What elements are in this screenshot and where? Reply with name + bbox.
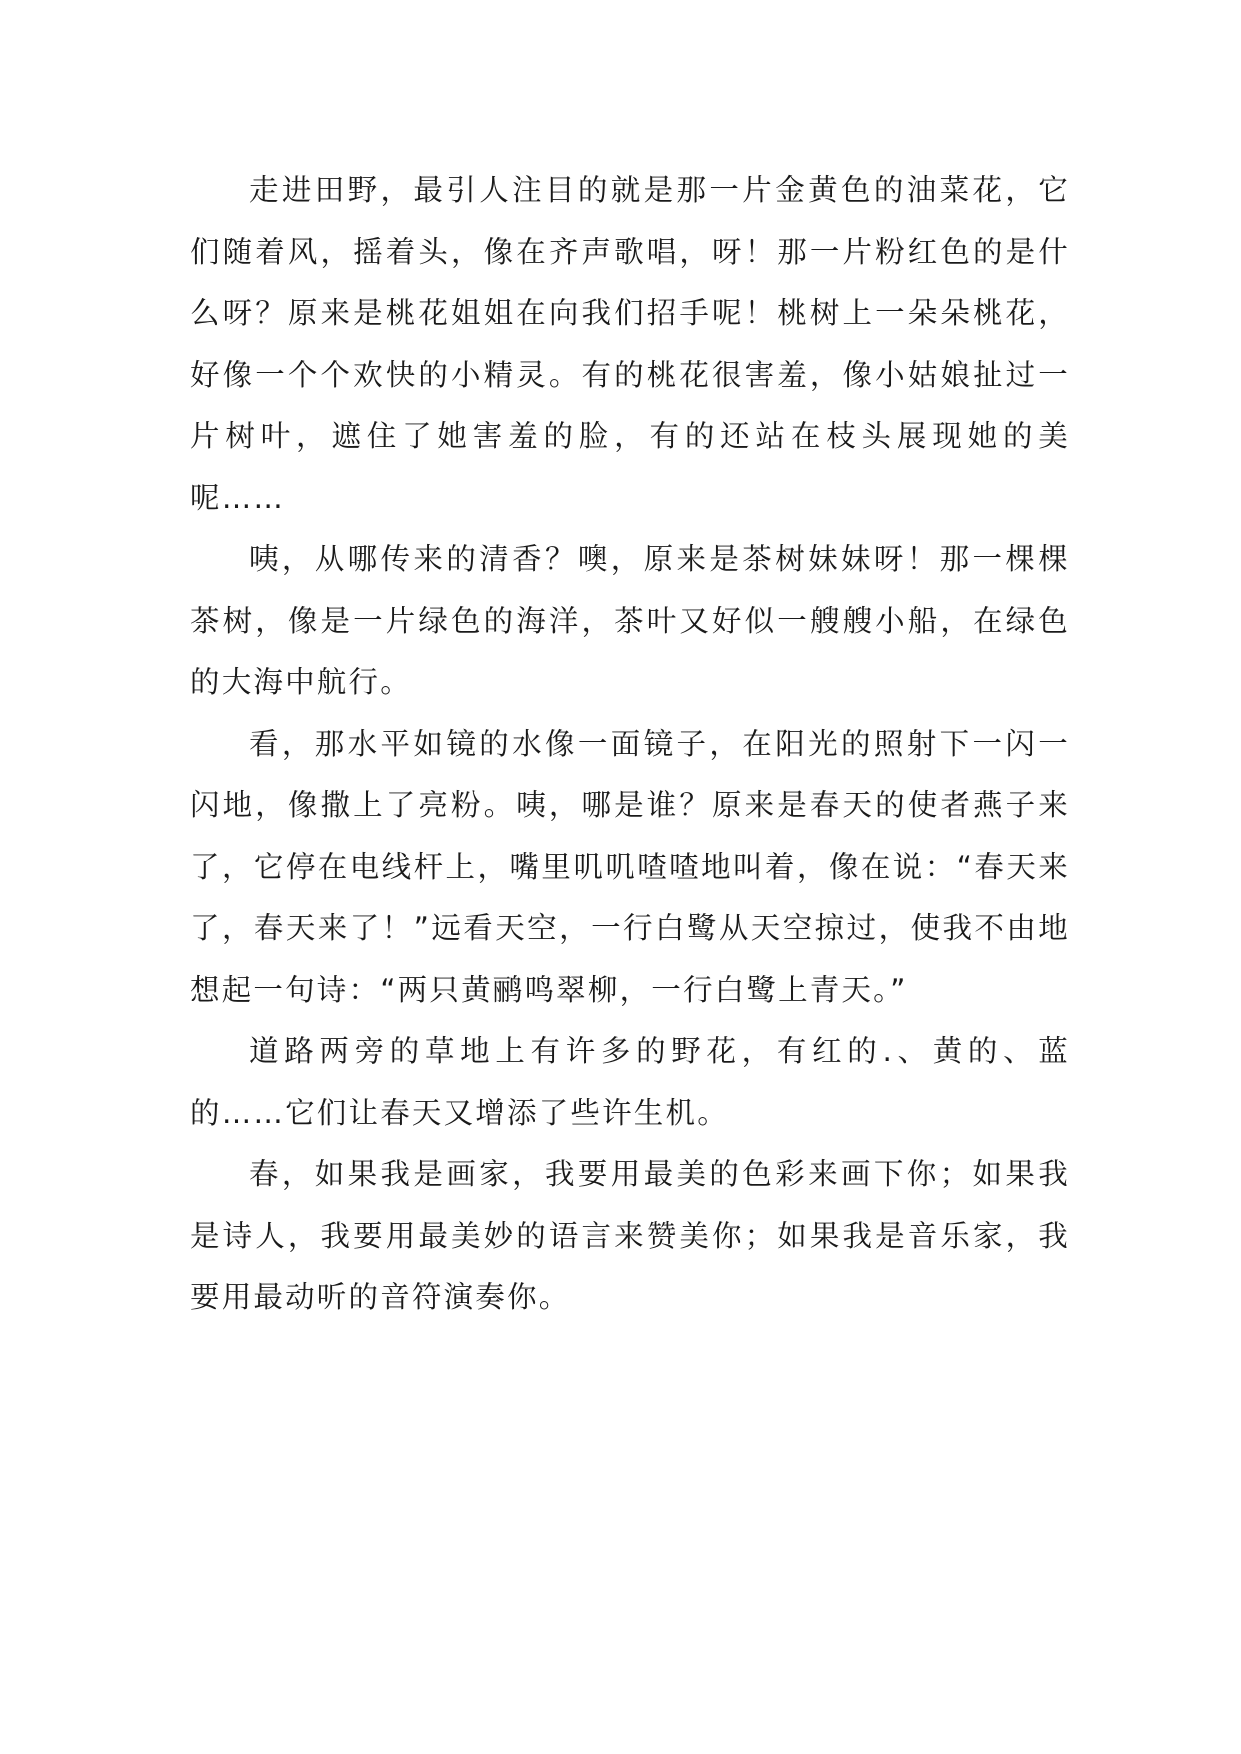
document-body — [190, 160, 1070, 1329]
paragraph-wildflowers: 道路两旁的草地上有许多的野花，有红的.、黄的、蓝的……它们让春天又增添了些许生机。 — [190, 1034, 1070, 1130]
paragraph-rapeseed-peach: 走进田野，最引人注目的就是那一片金黄色的油菜花，它们随着风，摇着头，像在齐声歌唱，呀！那一片粉红色的是什么呀？原来是桃花姐姐在向我们招手呢！桃树上一朵朵桃花，好像一个个欢快的小精灵。有的桃花很害羞，像小姑娘扯过一片树叶，遮住了她害羞的脸，有的还站在枝头展现她的美呢…… — [190, 173, 1070, 515]
paragraph-spring-ode: 春，如果我是画家，我要用最美的色彩来画下你；如果我是诗人，我要用最美妙的语言来赞美你；如果我是音乐家，我要用最动听的音符演奏你。 — [190, 1157, 1070, 1314]
paragraph-water-swallow-egrets: 看，那水平如镜的水像一面镜子，在阳光的照射下一闪一闪地，像撒上了亮粉。咦，哪是谁？原来是春天的使者燕子来了，它停在电线杆上，嘴里叽叽喳喳地叫着，像在说：“春天来了，春天来了！”远看天空，一行白鹭从天空掠过，使我不由地想起一句诗：“两只黄鹂鸣翠柳，一行白鹭上青天。” — [190, 726, 1070, 1007]
paragraph-tea-trees: 咦，从哪传来的清香？噢，原来是茶树妹妹呀！那一棵棵茶树，像是一片绿色的海洋，茶叶又好似一艘艘小船，在绿色的大海中航行。 — [190, 542, 1070, 699]
